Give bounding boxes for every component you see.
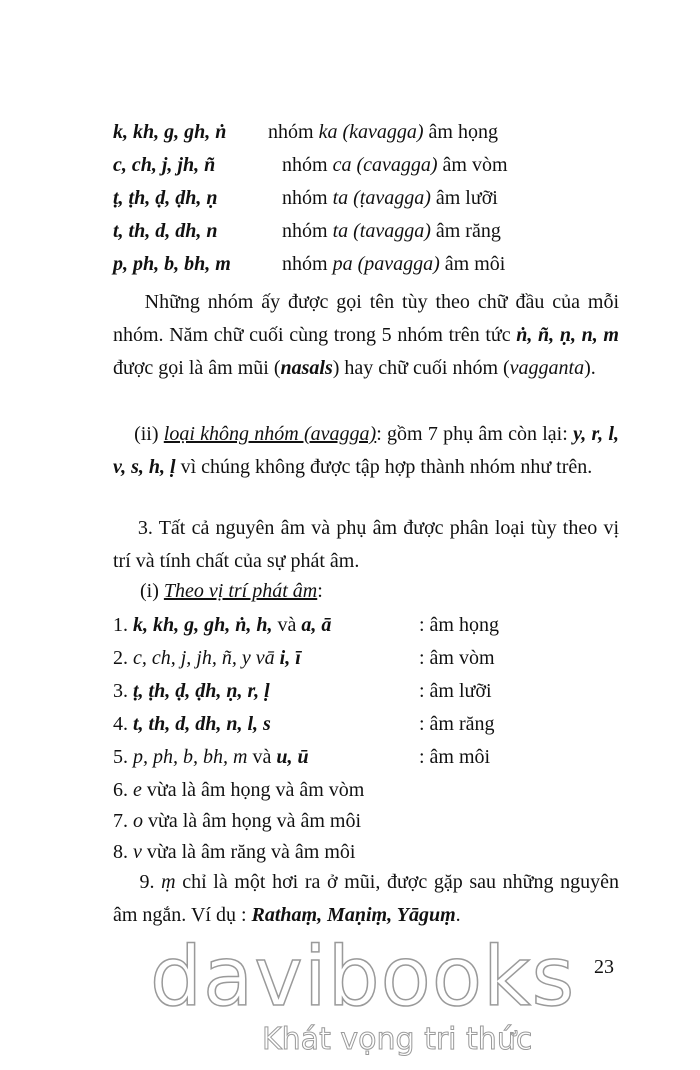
watermark-brand: davibooks	[150, 930, 576, 1025]
paragraph-niggahita: 9. ṃ chỉ là một hơi ra ở mũi, được gặp sau những nguyên âm ngắn. Ví dụ : Rathaṃ, Maṇiṃ, Yāguṃ.	[113, 871, 620, 926]
group-row	[113, 119, 498, 145]
section-heading: (i) Theo vị trí phát âm:	[140, 580, 323, 602]
list-item: 2. c, ch, j, jh, ñ, y vā i, ī : âm vòm	[113, 647, 495, 669]
group-name: nhóm ta (ṭavagga) âm lưỡi	[282, 187, 498, 209]
group-letters: k, kh, g, gh, ṅ	[113, 121, 227, 143]
list-item: 6. e vừa là âm họng và âm vòm	[113, 779, 365, 801]
group-row	[113, 251, 506, 277]
group-row	[113, 152, 508, 178]
paragraph-avagga: (ii) loại không nhóm (avagga): gồm 7 phụ âm còn lại: y, r, l, v, s, h, ḷ vì chúng không được tập hợp thành nhóm như trên.	[113, 423, 619, 478]
group-name: nhóm ta (tavagga) âm răng	[282, 220, 501, 242]
paragraph-nasals: Những nhóm ấy được gọi tên tùy theo chữ đầu của mỗi nhóm. Năm chữ cuối cùng trong 5 nhóm trên tức ṅ, ñ, ṇ, n, m được gọi là âm mũi (nasals) hay chữ cuối nhóm (vagganta).	[113, 291, 620, 379]
group-name: nhóm ka (kavagga) âm họng	[268, 121, 498, 143]
group-letters: p, ph, b, bh, m	[113, 253, 231, 275]
group-name: nhóm ca (cavagga) âm vòm	[282, 154, 508, 176]
list-item: 4. t, th, d, dh, n, l, s : âm răng	[113, 713, 495, 735]
page-number: 23	[594, 956, 614, 978]
list-item: 1. k, kh, g, gh, ṅ, h, và a, ā : âm họng	[113, 614, 499, 636]
group-letters: ṭ, ṭh, ḍ, ḍh, ṇ	[113, 187, 218, 209]
watermark-slogan: Khát vọng tri thức	[262, 1022, 533, 1057]
group-row	[113, 218, 501, 244]
list-item: 8. v vừa là âm răng và âm môi	[113, 841, 356, 863]
group-letters: t, th, d, dh, n	[113, 220, 218, 242]
paragraph-classification: 3. Tất cả nguyên âm và phụ âm được phân loại tùy theo vị trí và tính chất của sự phát âm.	[113, 517, 620, 572]
group-row	[113, 185, 498, 211]
list-item: 3. ṭ, ṭh, ḍ, ḍh, ṇ, r, ḷ : âm lưỡi	[113, 680, 492, 702]
group-letters: c, ch, j, jh, ñ	[113, 154, 216, 176]
list-item: 7. o vừa là âm họng và âm môi	[113, 810, 362, 832]
list-item: 5. p, ph, b, bh, m và u, ū : âm môi	[113, 746, 491, 768]
group-name: nhóm pa (pavagga) âm môi	[282, 253, 506, 275]
